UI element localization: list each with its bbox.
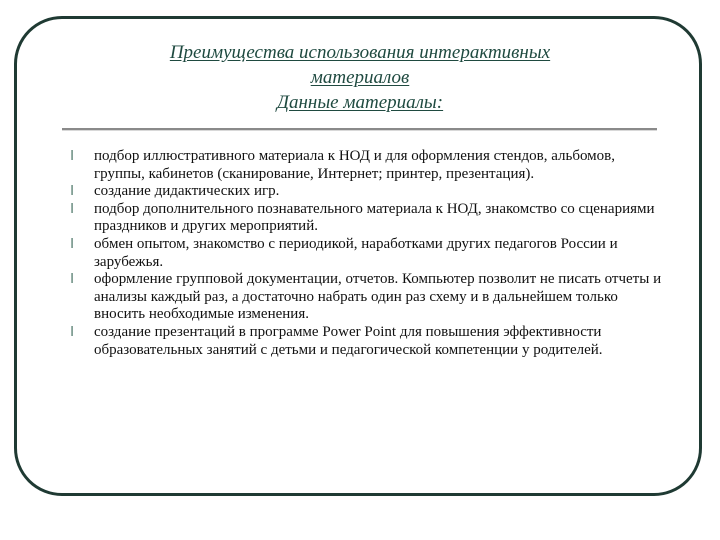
list-item	[66, 236, 666, 271]
bullet-icon: l	[70, 201, 74, 217]
list-item-text: обмен опытом, знакомство с периодикой, наработками других педагогов России и зарубежья.	[94, 235, 618, 270]
list-item	[66, 201, 666, 236]
list-item	[66, 183, 666, 201]
bullet-icon: l	[70, 324, 74, 340]
bullet-icon: l	[70, 236, 74, 252]
title-divider	[62, 128, 657, 131]
bullet-icon: l	[70, 149, 74, 164]
title-line-3: Данные материалы:	[276, 92, 444, 113]
list-item-text: создание презентаций в программе Power Point для повышения эффективности образовательных занятий с детьми и педагогической компетенции у родителей.	[94, 323, 603, 358]
list-item-text: оформление групповой документации, отчетов. Компьютер позволит не писать отчеты и анализы каждый раз, а достаточно набрать один раз схему и в дальнейшем только вносить необходимые изменения.	[94, 271, 662, 323]
title-line-1: Преимущества использования интерактивных	[169, 42, 551, 63]
bullet-icon: l	[70, 272, 74, 288]
bullet-icon: l	[70, 184, 74, 200]
bullet-list	[66, 148, 666, 359]
slide-title	[60, 40, 660, 115]
list-item	[66, 324, 666, 359]
list-item-text: подбор иллюстративного материала к НОД и для оформления стендов, альбомов, группы, кабинетов (сканирование, Интернет; принтер, презентация).	[94, 148, 615, 182]
list-item-text: подбор дополнительного познавательного материала к НОД, знакомство со сценариями праздников и других мероприятий.	[94, 200, 655, 235]
list-item-text: создание дидактических игр.	[94, 183, 280, 200]
title-line-2: материалов	[310, 67, 410, 88]
list-item	[66, 271, 666, 324]
list-item	[66, 148, 666, 183]
